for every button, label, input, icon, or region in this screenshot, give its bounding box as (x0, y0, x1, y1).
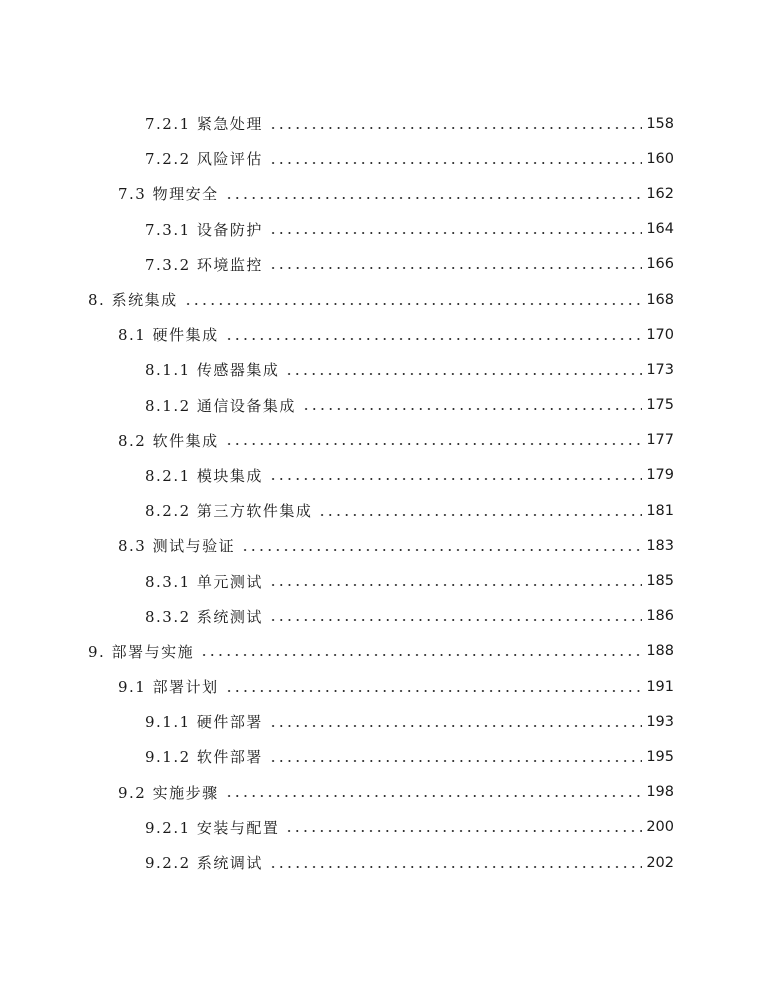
table-of-contents (0, 106, 765, 880)
toc-page-number: 202 (646, 854, 674, 871)
toc-page-number: 177 (646, 432, 674, 449)
toc-entry-title: 7.3.1 设备防护 (145, 220, 263, 239)
toc-entry-title: 8.1 硬件集成 (118, 326, 219, 345)
toc-page-number: 175 (646, 397, 674, 414)
toc-entry[interactable] (0, 176, 765, 211)
toc-page-number: 193 (646, 713, 674, 730)
toc-entry[interactable] (0, 634, 765, 669)
toc-entry[interactable] (0, 388, 765, 423)
toc-entry-title: 8.2.2 第三方软件集成 (145, 502, 313, 521)
toc-page-number: 186 (646, 608, 674, 625)
toc-page-number: 173 (646, 361, 674, 378)
toc-entry[interactable] (0, 317, 765, 352)
toc-entry[interactable] (0, 810, 765, 845)
toc-page-number: 168 (646, 291, 674, 308)
toc-entry[interactable] (0, 282, 765, 317)
toc-entry-title: 8.2.1 模块集成 (145, 466, 263, 485)
toc-entry-title: 9.2.1 安装与配置 (145, 818, 280, 837)
dot-leader (225, 690, 643, 692)
toc-page-number: 183 (646, 537, 674, 554)
toc-entry[interactable] (0, 739, 765, 774)
toc-entry[interactable] (0, 352, 765, 387)
dot-leader (269, 478, 642, 480)
dot-leader (285, 830, 642, 832)
toc-page-number: 158 (646, 115, 674, 132)
dot-leader (241, 549, 642, 551)
dot-leader (269, 267, 642, 269)
toc-page-number: 160 (646, 150, 674, 167)
dot-leader (269, 162, 642, 164)
toc-entry-title: 8.3.2 系统测试 (145, 607, 263, 626)
toc-entry[interactable] (0, 599, 765, 634)
toc-entry-title: 8.2 软件集成 (118, 431, 219, 450)
dot-leader (269, 866, 642, 868)
toc-page-number: 188 (646, 643, 674, 660)
toc-page-number: 185 (646, 573, 674, 590)
toc-entry[interactable] (0, 212, 765, 247)
dot-leader (269, 725, 642, 727)
toc-entry[interactable] (0, 704, 765, 739)
toc-page-number: 164 (646, 221, 674, 238)
dot-leader (285, 373, 642, 375)
toc-entry-title: 8.1.2 通信设备集成 (145, 396, 296, 415)
toc-page-number: 162 (646, 185, 674, 202)
toc-entry-title: 8.3 测试与验证 (118, 537, 236, 556)
toc-page-number: 198 (646, 784, 674, 801)
toc-entry-title: 7.2.1 紧急处理 (145, 115, 263, 134)
toc-page-number: 195 (646, 748, 674, 765)
dot-leader (225, 197, 643, 199)
toc-entry-title: 7.3 物理安全 (118, 185, 219, 204)
toc-entry-title: 8. 系统集成 (88, 291, 178, 310)
toc-entry[interactable] (0, 493, 765, 528)
toc-entry[interactable] (0, 845, 765, 880)
toc-page-number: 166 (646, 256, 674, 273)
dot-leader (200, 654, 642, 656)
toc-entry[interactable] (0, 141, 765, 176)
dot-leader (302, 408, 642, 410)
toc-entry-title: 9.2.2 系统调试 (145, 854, 263, 873)
toc-page-number: 200 (646, 819, 674, 836)
dot-leader (269, 619, 642, 621)
dot-leader (318, 514, 642, 516)
dot-leader (269, 584, 642, 586)
toc-page-number: 179 (646, 467, 674, 484)
toc-entry[interactable] (0, 106, 765, 141)
toc-entry-title: 9.1.1 硬件部署 (145, 713, 263, 732)
toc-entry-title: 8.1.1 传感器集成 (145, 361, 280, 380)
dot-leader (269, 232, 642, 234)
toc-entry[interactable] (0, 563, 765, 598)
toc-entry-title: 8.3.1 单元测试 (145, 572, 263, 591)
toc-page-number: 191 (646, 678, 674, 695)
toc-entry-title: 9.1.2 软件部署 (145, 748, 263, 767)
dot-leader (269, 127, 642, 129)
toc-entry-title: 9.2 实施步骤 (118, 783, 219, 802)
toc-entry-title: 9.1 部署计划 (118, 678, 219, 697)
toc-entry[interactable] (0, 423, 765, 458)
toc-entry[interactable] (0, 775, 765, 810)
toc-entry-title: 7.3.2 环境监控 (145, 255, 263, 274)
toc-entry[interactable] (0, 247, 765, 282)
dot-leader (225, 443, 643, 445)
toc-page-number: 170 (646, 326, 674, 343)
toc-entry-title: 9. 部署与实施 (88, 642, 195, 661)
toc-entry[interactable] (0, 528, 765, 563)
toc-page-number: 181 (646, 502, 674, 519)
dot-leader (225, 338, 643, 340)
dot-leader (269, 760, 642, 762)
toc-entry[interactable] (0, 458, 765, 493)
dot-leader (225, 795, 643, 797)
toc-entry[interactable] (0, 669, 765, 704)
toc-entry-title: 7.2.2 风险评估 (145, 150, 263, 169)
dot-leader (184, 303, 643, 305)
